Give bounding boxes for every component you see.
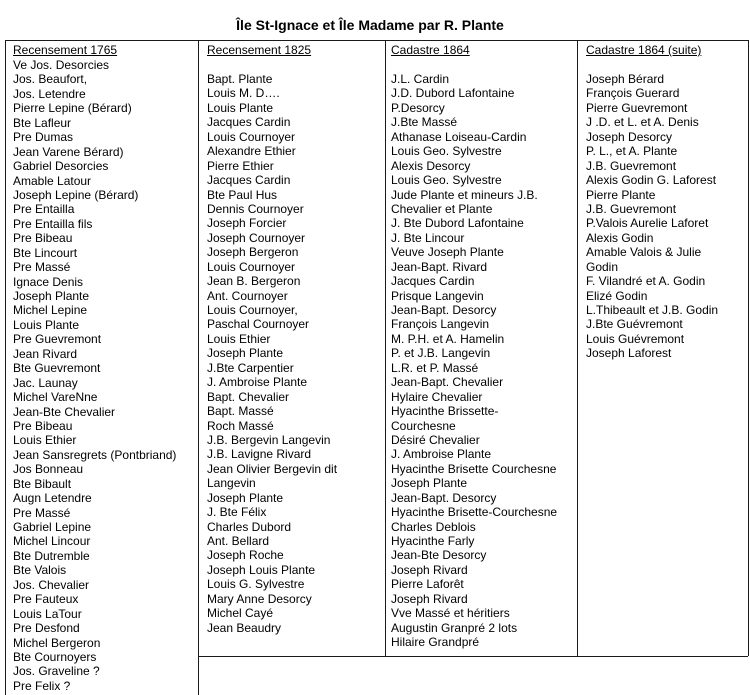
- list-item: Hyacinthe Brissette-: [391, 404, 499, 419]
- list-item: Alexis Godin G. Laforest: [586, 173, 717, 188]
- list-item: Langevin: [207, 476, 256, 491]
- list-item: Bte Valois: [13, 563, 67, 578]
- list-item: Bte Dutremble: [13, 548, 90, 563]
- list-item: Bapt. Chevalier: [207, 389, 290, 404]
- list-item: Dennis Cournoyer: [207, 201, 304, 216]
- list-item: Désiré Chevalier: [391, 432, 480, 447]
- list-item: Vve Massé et héritiers: [391, 606, 510, 621]
- list-item: Joseph Rivard: [391, 591, 468, 606]
- column-cadastre-1864: [391, 42, 576, 650]
- list-item: Jos. Graveline ?: [13, 664, 100, 679]
- list-item: Jos Bonneau: [13, 462, 84, 477]
- list-item: Pre Massé: [13, 260, 71, 275]
- list-item: Pierre Ethier: [207, 158, 274, 173]
- list-item: Jacques Cardin: [207, 173, 291, 188]
- list-item: J. Ambroise Plante: [391, 447, 492, 462]
- list-item: François Langevin: [391, 317, 490, 332]
- list-item: Athanase Loiseau-Cardin: [391, 129, 527, 144]
- list-item: M. P.H. et A. Hamelin: [391, 331, 505, 346]
- list-item: Louis Plante: [207, 100, 274, 115]
- page-title: Île St-Ignace et Île Madame par R. Plante: [236, 17, 504, 33]
- list-item: Elizé Godin: [586, 288, 648, 303]
- list-item: Louis Guévremont: [586, 331, 685, 346]
- list-item: J. Bte Lincour: [391, 230, 465, 245]
- list-item: Jacques Cardin: [391, 274, 475, 289]
- list-item: Jos. Beaufort,: [13, 72, 88, 87]
- table-right-border: [748, 40, 749, 656]
- list-item: Jean-Bapt. Rivard: [391, 259, 488, 274]
- list-item: Jean Olivier Bergevin dit: [207, 461, 338, 476]
- list-item: Louis Ethier: [13, 433, 77, 448]
- list-item: Veuve Joseph Plante: [391, 245, 504, 260]
- name-list: [391, 72, 576, 650]
- name-list: [207, 72, 391, 635]
- list-item: Joseph Laforest: [586, 346, 672, 361]
- list-item: Amable Latour: [13, 173, 92, 188]
- list-item: Pre Desfond: [13, 621, 80, 636]
- list-item: Joseph Forcier: [207, 216, 287, 231]
- list-item: Ant. Bellard: [207, 534, 270, 548]
- list-item: Louis Ethier: [207, 331, 271, 346]
- list-item: Joseph Plante: [207, 490, 284, 505]
- list-item: Hyacinthe Farly: [391, 534, 475, 548]
- list-item: Louis Cournoyer: [207, 259, 296, 274]
- list-item: Bte Lafleur: [13, 115, 72, 130]
- list-item: F. Vilandré et A. Godin: [586, 274, 706, 289]
- list-item: J.B. Lavigne Rivard: [207, 447, 312, 462]
- list-item: Pierre Plante: [586, 187, 656, 202]
- list-item: Pre Bibeau: [13, 231, 73, 246]
- list-item: Jean Varene Bérard): [13, 144, 124, 159]
- list-item: Louis Geo. Sylvestre: [391, 173, 502, 188]
- list-item: Jean-Bapt. Chevalier: [391, 375, 504, 390]
- list-item: Jean Beaudry: [207, 620, 282, 635]
- column-header: Cadastre 1864 (suite): [586, 43, 702, 57]
- list-item: J.D. Dubord Lafontaine: [391, 86, 515, 101]
- column-spacer: [391, 58, 576, 72]
- list-item: François Guerard: [586, 86, 680, 101]
- list-item: Michel Lepine: [13, 303, 88, 318]
- list-item: Alexis Desorcy: [391, 158, 471, 173]
- list-item: Joseph Desorcy: [586, 129, 673, 144]
- column-cadastre-1864-suite: [586, 42, 746, 361]
- list-item: Jean-Bte Chevalier: [13, 404, 116, 419]
- list-item: Courchesne: [391, 418, 456, 433]
- list-item: Joseph Plante: [207, 346, 284, 361]
- list-item: Pre Felix ?: [13, 678, 71, 693]
- list-item: Augustin Granpré 2 lots: [391, 620, 518, 635]
- list-item: P.Valois Aurelie Laforet: [586, 216, 709, 231]
- list-item: Joseph Rivard: [391, 562, 468, 577]
- list-item: Jean B. Bergeron: [207, 274, 301, 289]
- list-item: Charles Deblois: [391, 519, 476, 534]
- list-item: Jean-Bapt. Desorcy: [391, 490, 497, 505]
- list-item: Michel Lincour: [13, 534, 91, 549]
- list-item: L.R. et P. Massé: [391, 360, 479, 375]
- column-header: Recensement 1765: [13, 43, 118, 57]
- list-item: J.B. Bergevin Langevin: [207, 432, 331, 447]
- list-item: Jacques Cardin: [207, 115, 291, 130]
- list-item: Paschal Cournoyer: [207, 317, 310, 332]
- list-item: Bte Lincourt: [13, 245, 78, 260]
- list-item: Joseph Louis Plante: [207, 562, 316, 577]
- list-item: Pre Massé: [13, 505, 71, 520]
- name-list: [586, 72, 746, 361]
- list-item: Gabriel Lepine: [13, 520, 92, 534]
- list-item: Ve Jos. Desorcies: [13, 58, 110, 72]
- list-item: Michel VareNne: [13, 390, 98, 405]
- name-list: [13, 58, 198, 693]
- list-item: Jean-Bte Desorcy: [391, 548, 487, 563]
- list-item: Michel Cayé: [207, 606, 274, 621]
- list-item: Pierre Lepine (Bérard): [13, 101, 132, 116]
- list-item: Bte Paul Hus: [207, 187, 278, 202]
- list-item: J.Bte Carpentier: [207, 360, 294, 375]
- list-item: Joseph Cournoyer: [207, 230, 306, 245]
- list-item: Alexandre Ethier: [207, 144, 296, 159]
- list-item: Jac. Launay: [13, 375, 78, 390]
- list-item: Roch Massé: [207, 418, 274, 433]
- table-top-border: [5, 40, 748, 41]
- list-item: Bte Guevremont: [13, 361, 101, 376]
- table-left-border: [5, 40, 6, 695]
- list-item: Joseph Plante: [13, 289, 90, 303]
- list-item: Louis Geo. Sylvestre: [391, 144, 502, 159]
- column-spacer: [586, 58, 746, 72]
- list-item: Hyacinthe Brisette-Courchesne: [391, 505, 558, 520]
- list-item: Pre Guevremont: [13, 332, 102, 347]
- column-recensement-1825: [207, 42, 391, 635]
- list-item: Joseph Plante: [391, 476, 468, 491]
- list-item: Ant. Cournoyer: [207, 288, 288, 303]
- list-item: J. Ambroise Plante: [207, 375, 308, 390]
- list-item: Ignace Denis: [13, 274, 84, 289]
- list-item: P.Desorcy: [391, 100, 445, 115]
- column-header: Cadastre 1864: [391, 43, 470, 57]
- list-item: Jos. Letendre: [13, 86, 86, 101]
- list-item: Jos. Chevalier: [13, 577, 90, 592]
- list-item: Louis Cournoyer: [207, 129, 296, 144]
- list-item: Bapt. Plante: [207, 72, 273, 86]
- list-item: Pre Fauteux: [13, 592, 79, 607]
- list-item: Michel Bergeron: [13, 635, 101, 650]
- list-item: Pre Dumas: [13, 130, 74, 145]
- list-item: Joseph Roche: [207, 548, 284, 563]
- list-item: Augn Letendre: [13, 491, 92, 506]
- list-item: Bapt. Massé: [207, 404, 274, 419]
- column-header: Recensement 1825: [207, 43, 312, 57]
- list-item: Jean-Bapt. Desorcy: [391, 303, 497, 317]
- list-item: Pre Bibeau: [13, 418, 73, 433]
- list-item: J. Bte Félix: [207, 505, 267, 520]
- list-item: Louis M. D….: [207, 86, 280, 101]
- list-item: Louis LaTour: [13, 606, 82, 621]
- list-item: Hyacinthe Brisette Courchesne: [391, 461, 557, 476]
- list-item: Joseph Bérard: [586, 72, 665, 86]
- column-divider-1: [198, 40, 199, 695]
- column-divider-3: [577, 40, 578, 656]
- list-item: J.B. Guevremont: [586, 158, 677, 173]
- list-item: Amable Valois & Julie: [586, 245, 702, 260]
- list-item: Mary Anne Desorcy: [207, 591, 312, 606]
- list-item: J.Bte Guévremont: [586, 317, 683, 332]
- list-item: Prisque Langevin: [391, 288, 484, 303]
- list-item: J .D. et L. et A. Denis: [586, 115, 699, 130]
- list-item: J.L. Cardin: [391, 72, 450, 86]
- table-mid-border: [198, 656, 748, 657]
- list-item: Chevalier et Plante: [391, 201, 493, 216]
- list-item: Bte Bibault: [13, 476, 72, 491]
- list-item: Hilaire Grandpré: [391, 635, 480, 650]
- list-item: Louis G. Sylvestre: [207, 577, 305, 592]
- column-spacer: [207, 58, 391, 72]
- list-item: Gabriel Desorcies: [13, 159, 109, 174]
- list-item: Pre Entailla fils: [13, 216, 93, 231]
- list-item: Godin: [586, 259, 619, 274]
- list-item: Pierre Guevremont: [586, 100, 688, 115]
- list-item: Hylaire Chevalier: [391, 389, 483, 404]
- list-item: J. Bte Dubord Lafontaine: [391, 216, 524, 231]
- list-item: Louis Plante: [13, 317, 80, 332]
- column-recensement-1765: [13, 42, 198, 693]
- list-item: J.B. Guevremont: [586, 201, 677, 216]
- list-item: Jude Plante et mineurs J.B.: [391, 187, 538, 202]
- list-item: Alexis Godin: [586, 230, 654, 245]
- list-item: Joseph Bergeron: [207, 245, 299, 260]
- list-item: Louis Cournoyer,: [207, 303, 298, 317]
- list-item: Charles Dubord: [207, 519, 292, 534]
- list-item: Joseph Lepine (Bérard): [13, 187, 139, 202]
- list-item: Jean Rivard: [13, 346, 78, 361]
- list-item: Bte Cournoyers: [13, 649, 97, 664]
- list-item: P. L., et A. Plante: [586, 144, 678, 159]
- list-item: L.Thibeault et J.B. Godin: [586, 303, 719, 317]
- list-item: Pierre Laforêt: [391, 577, 464, 592]
- list-item: Pre Entailla: [13, 202, 75, 217]
- list-item: Jean Sansregrets (Pontbriand): [13, 447, 177, 462]
- list-item: J.Bte Massé: [391, 115, 458, 130]
- list-item: P. et J.B. Langevin: [391, 346, 491, 361]
